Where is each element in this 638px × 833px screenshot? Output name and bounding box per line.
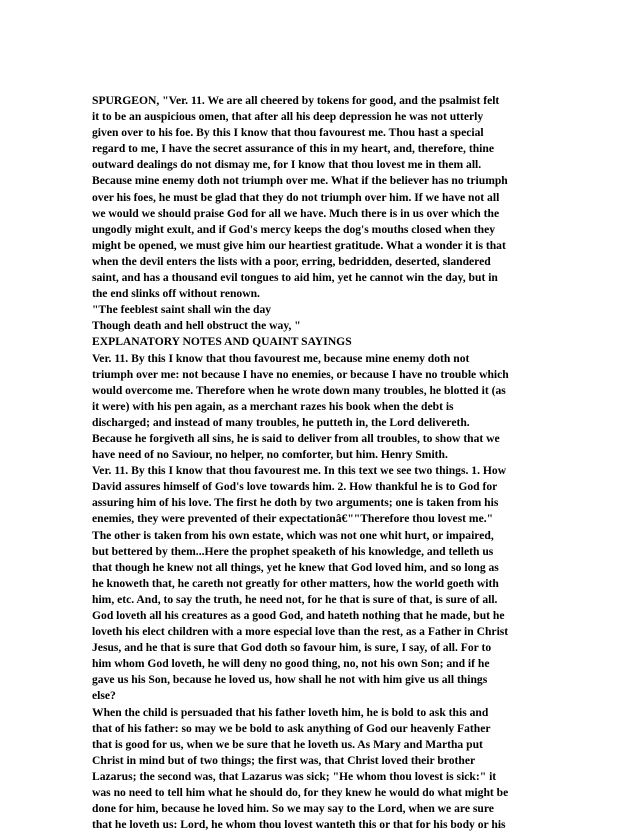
text-line: EXPLANATORY NOTES AND QUAINT SAYINGS: [92, 335, 352, 349]
text-line: that of his father: so may we be bold to ask anything of God our heavenly Father: [92, 721, 491, 735]
text-line: but bettered by them...Here the prophet speaketh of his knowledge, and telleth us: [92, 544, 494, 558]
text-line: would overcome me. Therefore when he wrote down many troubles, he blotted it (as: [92, 383, 506, 397]
text-line: God loveth all his creatures as a good God, and hateth nothing that he made, but he: [92, 609, 505, 622]
document-body-text: [92, 93, 552, 833]
text-line: "The feeblest saint shall win the day: [92, 303, 272, 317]
text-line: assuring him of his love. The first he doth by two arguments; one is taken from his: [92, 496, 499, 510]
text-line: over his foes, he must be glad that they do not triumph over him. If we have not all: [92, 190, 500, 204]
text-line: Jesus, and he that is sure that God doth so favour him, is sure, I say, of all. For to: [92, 641, 492, 655]
text-line: When the child is persuaded that his father loveth him, he is bold to ask this and: [92, 705, 489, 719]
text-line: regard to me, I have the secret assurance of this in my heart, and, therefore, thine: [92, 142, 494, 156]
text-line: saint, and has a thousand evil tongues to aid him, yet he cannot win the day, but in: [92, 271, 498, 285]
text-line: The other is taken from his own estate, which was not one whit hurt, or impaired,: [92, 528, 494, 542]
text-line: Though death and hell obstruct the way, ": [92, 319, 301, 333]
text-line: Ver. 11. By this I know that thou favourest me. In this text we see two things. 1. How: [92, 464, 507, 478]
text-line: SPURGEON, "Ver. 11. We are all cheered by tokens for good, and the psalmist felt: [92, 94, 500, 107]
text-line: Because he forgiveth all sins, he is said to deliver from all troubles, to show that we: [92, 431, 500, 445]
text-line: Ver. 11. By this I know that thou favourest me, because mine enemy doth not: [92, 351, 470, 365]
text-line: have need of no Saviour, no helper, no comforter, but him. Henry Smith.: [92, 448, 448, 462]
text-line: it were) with his pen again, as a merchant razes his book when the debt is: [92, 399, 454, 413]
text-line: ungodly might exult, and if God's mercy keeps the dog's mouths closed when they: [92, 222, 496, 236]
text-line: Lazarus; the second was, that Lazarus was sick; "He whom thou lovest is sick:" it: [92, 769, 497, 783]
text-line: him, etc. And, to say the truth, he need not, for he that is sure of that, is sure of all.: [92, 592, 498, 606]
text-line: he knoweth that, he careth not greatly for other matters, how the world goeth with: [92, 576, 499, 590]
text-line: outward dealings do not dismay me, for I know that thou lovest me in them all.: [92, 158, 482, 172]
text-line: triumph over me: not because I have no enemies, or because I have no trouble which: [92, 367, 509, 381]
text-line: enemies, they were prevented of their expectationâ€""Therefore thou lovest me.": [92, 512, 494, 526]
text-line: loveth his elect children with a more especial love than the rest, as a Father in Christ: [92, 625, 509, 639]
text-line: that though he knew not all things, yet he knew that God loved him, and so long as: [92, 560, 499, 574]
text-line: given over to his foe. By this I know that thou favourest me. Thou hast a special: [92, 126, 484, 140]
text-line: done for him, because he loved him. So we may say to the Lord, when we are sure: [92, 802, 494, 816]
text-line: Christ in mind but of two things; the first was, that Christ loved their brother: [92, 753, 476, 767]
text-line: else?: [92, 689, 116, 703]
text-line: Because mine enemy doth not triumph over me. What if the believer has no triumph: [92, 174, 508, 188]
text-line: it to be an auspicious omen, that after all his deep depression he was not utterly: [92, 110, 484, 124]
text-line: that he loveth us: Lord, he whom thou lovest wanteth this or that for his body or his: [92, 818, 506, 832]
text-line: him whom God loveth, he will deny no good thing, no, not his own Son; and if he: [92, 657, 490, 671]
text-line: we would we should praise God for all we have. Much there is in us over which the: [92, 206, 500, 220]
text-line: was no need to tell him what he should do, for they knew he would do what might be: [92, 786, 509, 800]
text-line: that is good for us, when we be sure that he loveth us. As Mary and Martha put: [92, 737, 483, 751]
text-line: might be opened, we must give him our heartiest gratitude. What a wonder it is that: [92, 238, 506, 252]
text-line: the end slinks off without renown.: [92, 287, 260, 301]
text-line: when the devil enters the lists with a poor, erring, bedridden, deserted, slandered: [92, 254, 491, 268]
text-line: David assures himself of God's love towards him. 2. How thankful he is to God for: [92, 480, 498, 494]
text-line: gave us his Son, because he loved us, how shall he not with him give us all things: [92, 673, 488, 687]
text-line: discharged; and instead of many troubles, he putteth in, the Lord delivereth.: [92, 415, 470, 429]
